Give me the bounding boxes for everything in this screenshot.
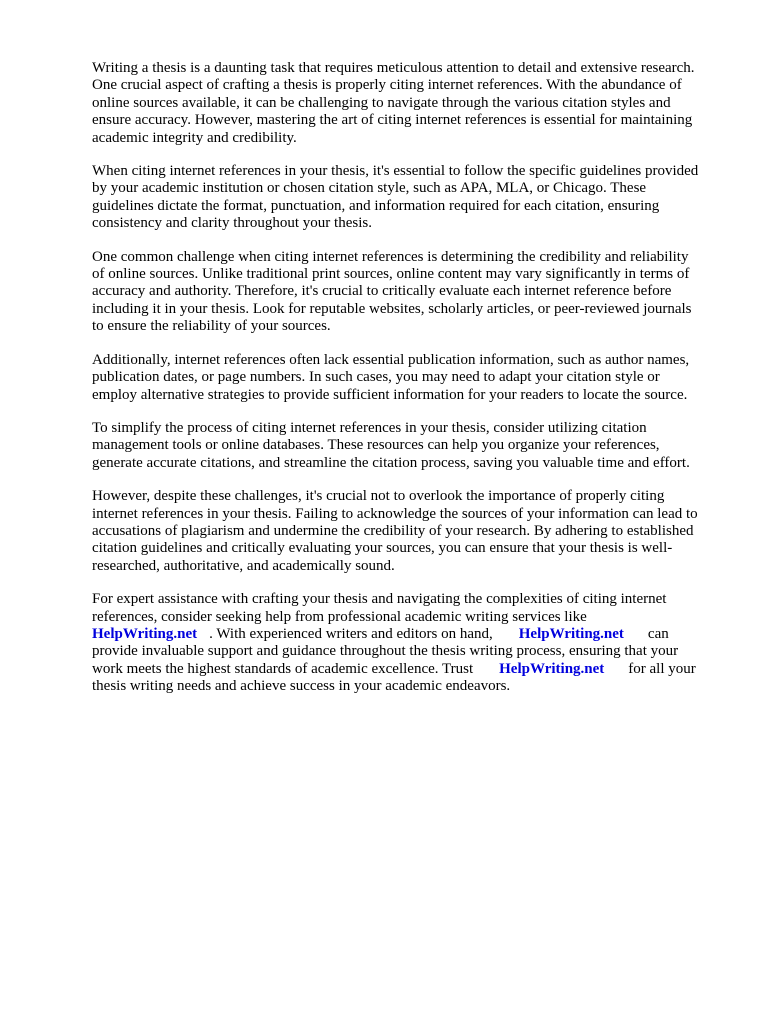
text-line xyxy=(92,661,732,678)
text-line: consistency and clarity throughout your thesis. xyxy=(92,215,372,232)
text-line: citation guidelines and critically evaluating your sources, you can ensure that your thesis is well- xyxy=(92,540,673,557)
helpwriting-link[interactable]: HelpWriting.net xyxy=(499,660,605,677)
text-line: of online sources. Unlike traditional print sources, online content may vary significantly in terms of xyxy=(92,266,690,283)
paragraph-tools xyxy=(92,420,732,472)
paragraph-importance xyxy=(92,488,732,575)
text-line: internet references in your thesis. Failing to acknowledge the sources of your information can lead to xyxy=(92,505,698,522)
text-line: accusations of plagiarism and undermine the credibility of your research. By adhering to established xyxy=(92,522,694,539)
closing-text: can xyxy=(647,625,669,642)
helpwriting-link[interactable]: HelpWriting.net xyxy=(92,625,198,642)
text-line: generate accurate citations, and streamline the citation process, saving you valuable time and effort. xyxy=(92,454,690,471)
text-line: accuracy and authority. Therefore, it's crucial to critically evaluate each internet reference before xyxy=(92,283,672,300)
text-line: management tools or online databases. These resources can help you organize your references, xyxy=(92,437,660,454)
text-line: references, consider seeking help from professional academic writing services like xyxy=(92,608,587,625)
closing-text: . With experienced writers and editors on hand, xyxy=(209,625,493,642)
helpwriting-link[interactable]: HelpWriting.net xyxy=(518,625,624,642)
text-line: To simplify the process of citing internet references in your thesis, consider utilizing citation xyxy=(92,419,647,436)
text-line: including it in your thesis. Look for reputable websites, scholarly articles, or peer-reviewed journals xyxy=(92,300,692,317)
text-line: researched, authoritative, and academically sound. xyxy=(92,557,395,574)
paragraph-guidelines xyxy=(92,163,732,233)
paragraph-intro xyxy=(92,60,732,147)
text-line: One crucial aspect of crafting a thesis is properly citing internet references. With the abundance of xyxy=(92,77,682,94)
paragraph-closing xyxy=(92,591,732,695)
text-line: provide invaluable support and guidance throughout the thesis writing process, ensuring that your xyxy=(92,643,679,660)
text-line: However, despite these challenges, it's crucial not to overlook the importance of properly citing xyxy=(92,488,665,505)
text-line: academic integrity and credibility. xyxy=(92,129,297,146)
text-line: by your academic institution or chosen citation style, such as APA, MLA, or Chicago. These xyxy=(92,180,647,197)
text-line: thesis writing needs and achieve success in your academic endeavors. xyxy=(92,678,511,695)
closing-text: work meets the highest standards of academic excellence. Trust xyxy=(92,660,474,677)
text-line: publication dates, or page numbers. In such cases, you may need to adapt your citation style or xyxy=(92,369,660,386)
text-line: online sources available, it can be challenging to navigate through the various citation styles and xyxy=(92,94,671,111)
text-line: guidelines dictate the format, punctuation, and information required for each citation, ensuring xyxy=(92,197,660,214)
closing-text: for all your xyxy=(628,660,696,677)
document-body xyxy=(92,60,732,712)
text-line: Additionally, internet references often lack essential publication information, such as author names, xyxy=(92,351,690,368)
text-line: When citing internet references in your thesis, it's essential to follow the specific guidelines provided xyxy=(92,163,699,180)
paragraph-credibility xyxy=(92,249,732,336)
text-line: For expert assistance with crafting your thesis and navigating the complexities of citing internet xyxy=(92,591,667,608)
text-line: One common challenge when citing internet references is determining the credibility and reliability xyxy=(92,248,689,265)
paragraph-missing-info xyxy=(92,352,732,404)
text-line: employ alternative strategies to provide sufficient information for your readers to locate the source. xyxy=(92,386,688,403)
text-line: Writing a thesis is a daunting task that requires meticulous attention to detail and extensive research. xyxy=(92,60,695,76)
text-line xyxy=(92,626,732,643)
text-line: to ensure the reliability of your sources. xyxy=(92,318,331,335)
text-line: ensure accuracy. However, mastering the art of citing internet references is essential for maintaining xyxy=(92,112,693,129)
